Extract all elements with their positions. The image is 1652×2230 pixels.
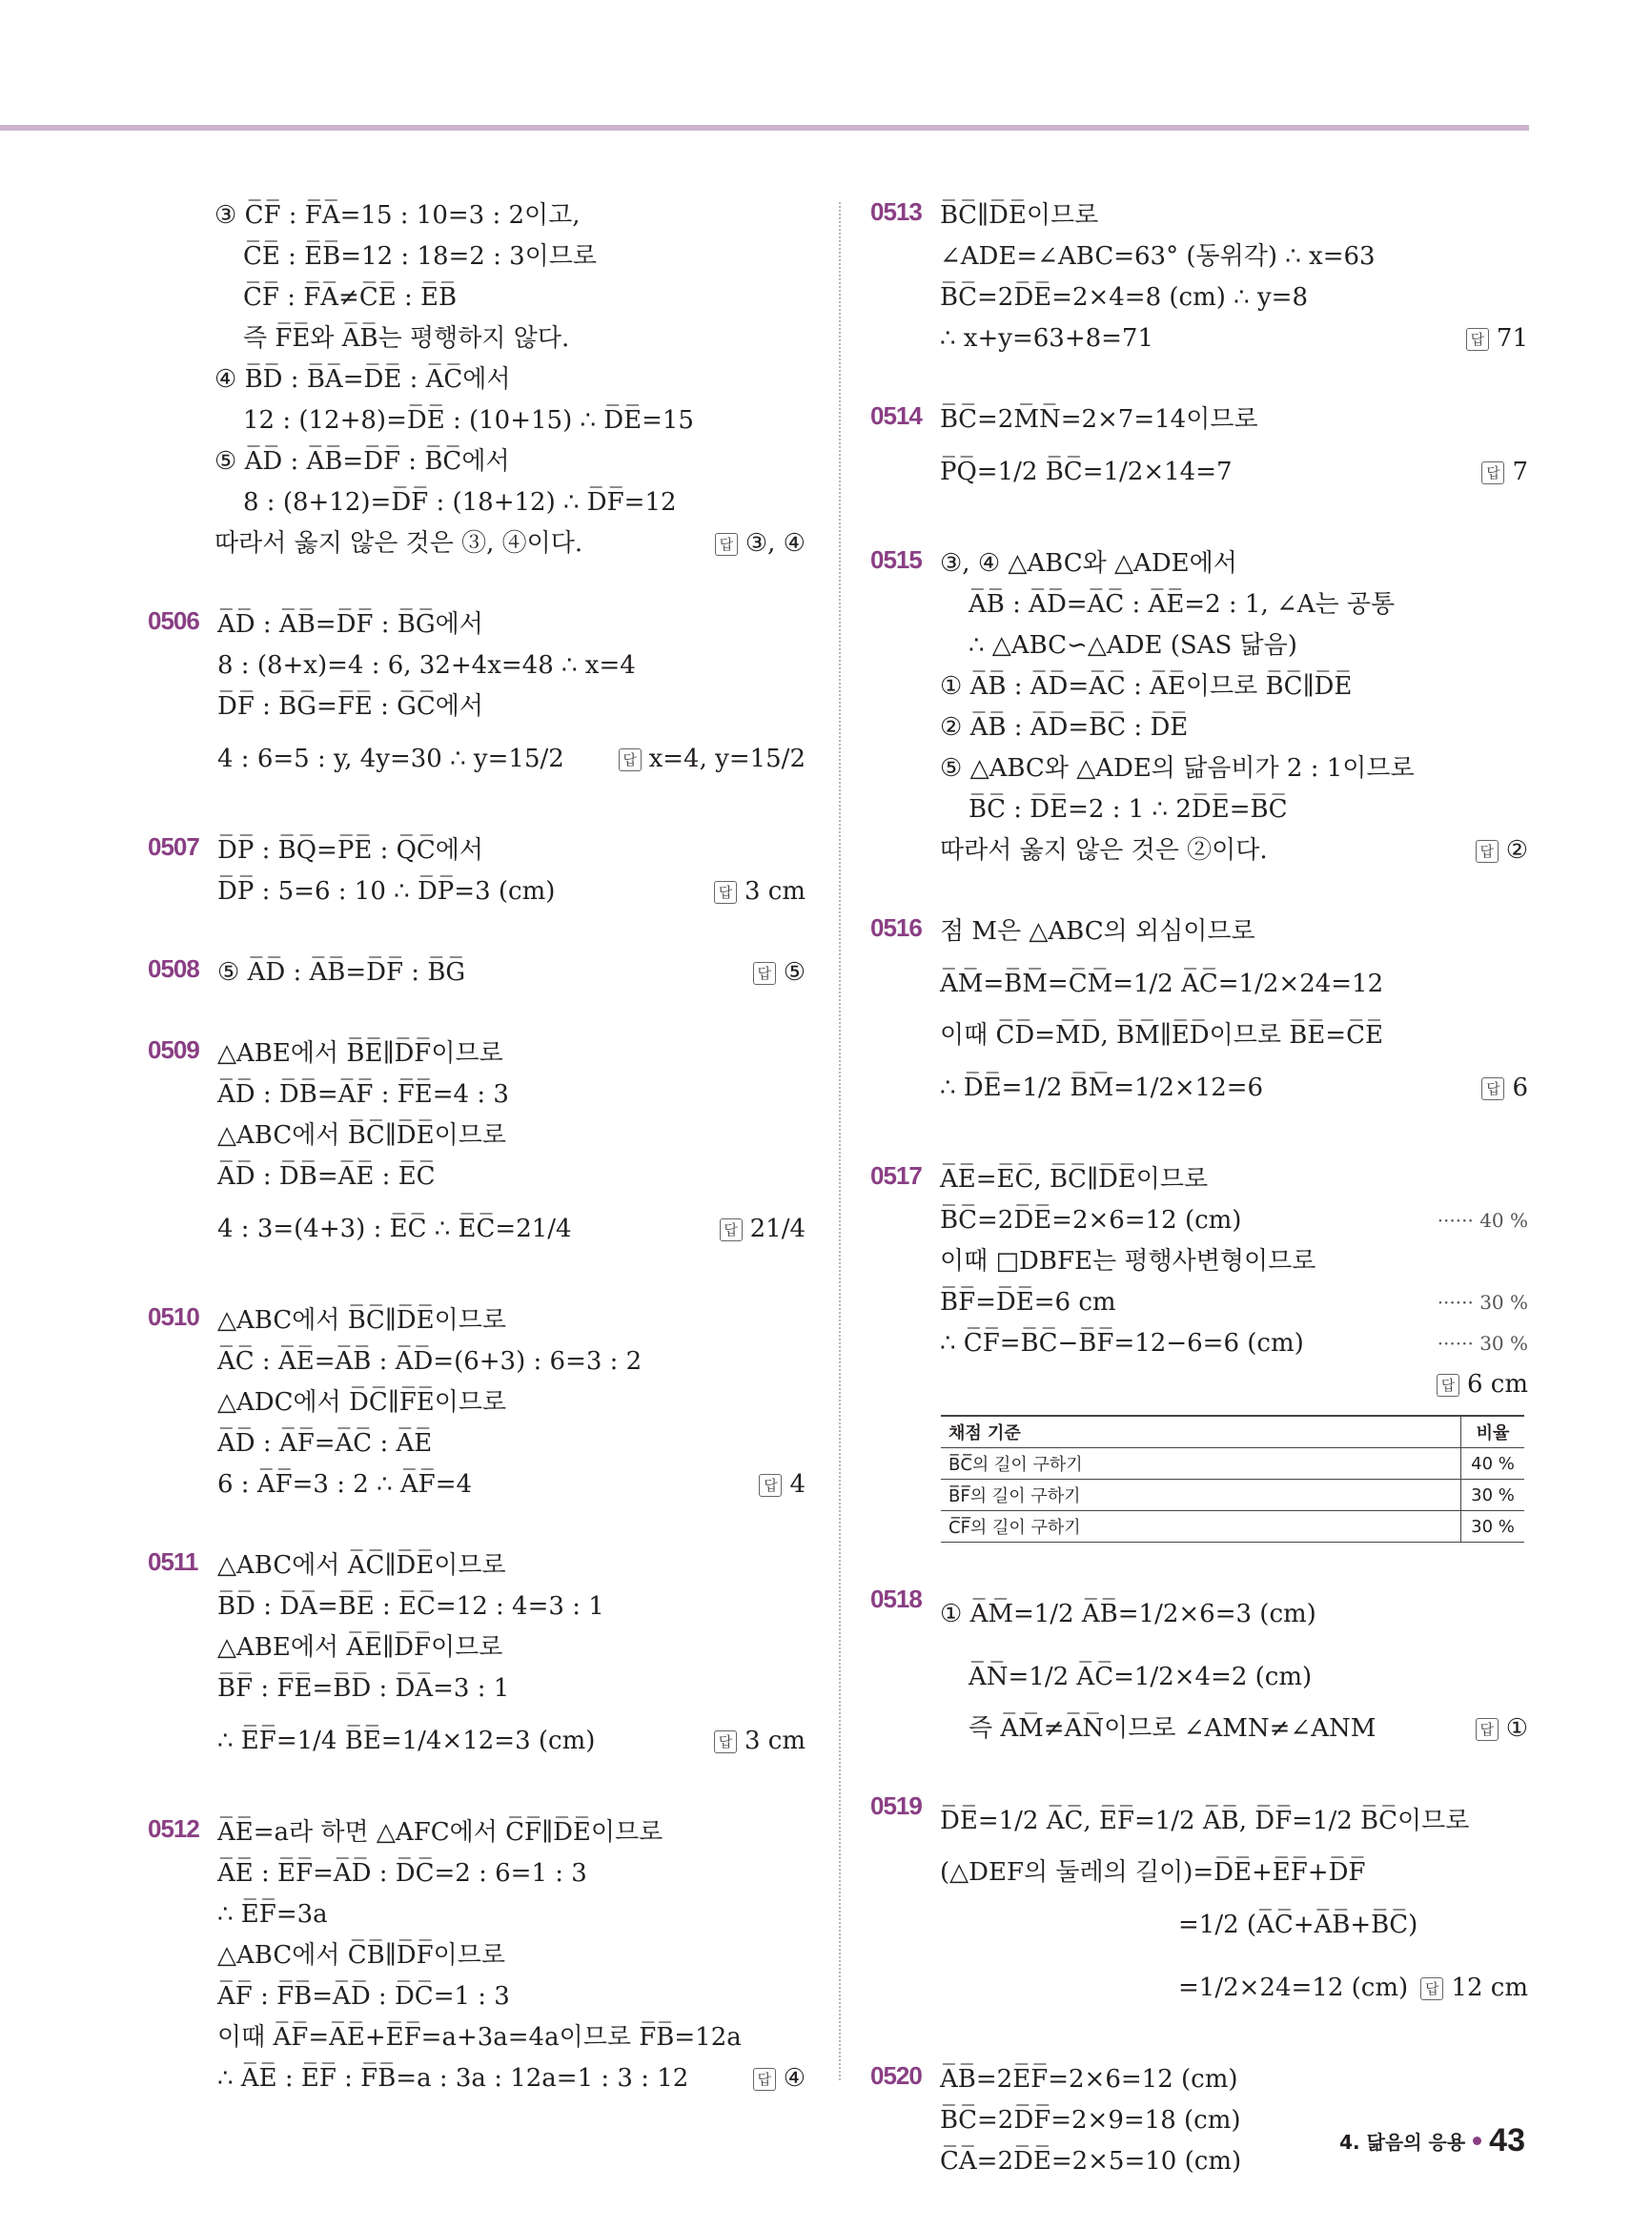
solution-line: [217, 1935, 806, 1976]
page-footer: [1335, 2122, 1525, 2159]
line-text: ∴ D̅E̅=1/2 B̅M̅=1/2×12=6: [940, 1074, 1264, 1102]
line-text: A̅D̅ : A̅B̅=D̅F̅ : B̅G̅에서: [217, 610, 483, 639]
score-ratio: ······ 30 %: [1437, 1332, 1528, 1355]
grading-table: [941, 1415, 1524, 1543]
line-text: C̅E̅ : E̅B̅=12 : 18=2 : 3이므로: [243, 242, 597, 271]
solution-line: [940, 1323, 1528, 1364]
solution-line: [217, 1545, 806, 1586]
line-text: A̅N̅=1/2 A̅C̅=1/2×4=2 (cm): [969, 1663, 1313, 1691]
line-text: B̅C̅=2D̅E̅=2×6=12 (cm): [940, 1206, 1242, 1235]
solution-line: [940, 666, 1528, 707]
solution-line: [940, 1282, 1528, 1323]
table-cell: 30 %: [1461, 1480, 1525, 1511]
problem: [870, 1159, 1528, 1543]
answer: [720, 1197, 806, 1260]
solution-line: [940, 1056, 1528, 1119]
answer: [759, 1464, 806, 1505]
line-text: ∴ x+y=63+8=71: [940, 324, 1154, 353]
line-text: A̅C̅ : A̅E̅=A̅B̅ : A̅D̅=(6+3) : 6=3 : 2: [217, 1347, 642, 1376]
score-ratio: ······ 40 %: [1437, 1209, 1528, 1232]
answer: [1476, 1708, 1528, 1749]
problem-number: 0512: [148, 1814, 199, 1843]
answer-value: 3 cm: [744, 877, 806, 906]
solution-line: [217, 1976, 806, 2017]
line-text: ∴ E̅F̅=3a: [217, 1900, 328, 1929]
problem: [148, 1812, 806, 2099]
answer: [1466, 318, 1528, 359]
solution-line: [217, 1033, 806, 1074]
line-text: △ADC에서 D̅C̅∥F̅E̅이므로: [217, 1388, 507, 1417]
solution-line: [217, 1156, 806, 1197]
line-text: A̅B̅ : A̅D̅=A̅C̅ : A̅E̅=2 : 1, ∠A는 공통: [969, 590, 1396, 619]
problem-number: 0510: [148, 1302, 199, 1331]
line-text: 따라서 옳지 않은 것은 ③, ④이다.: [214, 529, 583, 558]
solution-line: [217, 1668, 806, 1709]
line-text: ③, ④ △ABC와 △ADE에서: [940, 549, 1237, 578]
line-text: D̅P̅ : 5=6 : 10 ∴ D̅P̅=3 (cm): [217, 877, 556, 906]
left-column: [148, 195, 806, 2139]
solution-line: [217, 1709, 806, 1772]
solution-line: [217, 1812, 806, 1853]
line-text: △ABE에서 A̅E̅∥D̅F̅이므로: [217, 1633, 503, 1662]
solution-line: [940, 2059, 1528, 2100]
solution-line: [217, 1300, 806, 1341]
line-text: ⑤ △ABC와 △ADE의 닮음비가 2 : 1이므로: [940, 754, 1415, 783]
line-text: B̅C̅ : D̅E̅=2 : 1 ∴ 2D̅E̅=B̅C̅: [969, 795, 1288, 824]
problem: [148, 1545, 806, 1772]
answer-mark-icon: 답: [715, 533, 738, 556]
solution-line: [940, 625, 1528, 666]
solution-line: [940, 952, 1528, 1015]
solution-line: [148, 195, 806, 236]
line-text: 즉 F̅E̅와 A̅B̅는 평행하지 않다.: [243, 324, 570, 353]
line-text: B̅C̅∥D̅E̅이므로: [940, 201, 1099, 230]
solution-line: [148, 523, 806, 564]
solution-line: [217, 952, 806, 993]
line-text: A̅B̅=2E̅F̅=2×6=12 (cm): [940, 2065, 1238, 2094]
problem: [870, 1583, 1528, 1749]
table-cell: B̅C̅의 길이 구하기: [941, 1448, 1461, 1480]
table-cell: 30 %: [1461, 1511, 1525, 1543]
answer-mark-icon: 답: [1481, 1077, 1504, 1100]
solution-line: [217, 645, 806, 686]
line-text: 4 : 3=(4+3) : E̅C̅ ∴ E̅C̅=21/4: [217, 1215, 572, 1243]
line-text: ④ B̅D̅ : B̅A̅=D̅E̅ : A̅C̅에서: [214, 365, 511, 394]
answer: [753, 952, 806, 993]
line-text: C̅A̅=2D̅E̅=2×5=10 (cm): [940, 2147, 1242, 2176]
line-text: A̅E̅ : E̅F̅=A̅D̅ : D̅C̅=2 : 6=1 : 3: [217, 1859, 587, 1888]
line-text: 이때 C̅D̅=M̅D̅, B̅M̅∥E̅D̅이므로 B̅E̅=C̅E̅: [940, 1021, 1383, 1050]
solution-line: [940, 1241, 1528, 1282]
answer-value: ①: [1505, 1714, 1528, 1743]
answer-value: ④: [783, 2064, 806, 2093]
problem-number: 0513: [870, 197, 922, 226]
problem: [870, 911, 1528, 1119]
answer: [714, 871, 806, 912]
solution-line: [217, 871, 806, 912]
table-cell: 40 %: [1461, 1448, 1525, 1480]
problem-number: 0514: [870, 401, 922, 430]
solution-line: [940, 1646, 1528, 1708]
answer-value: ③, ④: [744, 529, 806, 558]
solution-line: [148, 400, 806, 441]
problem: [148, 952, 806, 993]
solution-line: [940, 1893, 1528, 1956]
line-text: =1/2×24=12 (cm): [1178, 1974, 1409, 2002]
answer-mark-icon: 답: [1481, 461, 1504, 484]
line-text: 따라서 옳지 않은 것은 ②이다.: [940, 836, 1268, 865]
line-text: △ABC에서 B̅C̅∥D̅E̅이므로: [217, 1121, 506, 1150]
solution-line: [217, 1627, 806, 1668]
answer-value: 21/4: [749, 1215, 806, 1243]
solution-line: [940, 584, 1528, 625]
table-header: 비율: [1461, 1416, 1525, 1448]
table-row: [941, 1480, 1524, 1511]
solution-line: [148, 318, 806, 359]
problem: [148, 604, 806, 790]
line-text: A̅D̅ : A̅F̅=A̅C̅ : A̅E̅: [217, 1429, 433, 1458]
line-text: B̅D̅ : D̅A̅=B̅E̅ : E̅C̅=12 : 4=3 : 1: [217, 1592, 604, 1621]
answer-value: ②: [1505, 836, 1528, 865]
answer-mark-icon: 답: [1437, 1374, 1459, 1397]
solution-line: [940, 789, 1528, 830]
problem-number: 0515: [870, 545, 922, 574]
answer-mark-icon: 답: [1466, 328, 1489, 351]
column-divider: [839, 202, 841, 2080]
solution-line: [940, 277, 1528, 318]
problem-number: 0519: [870, 1791, 922, 1820]
answer-mark-icon: 답: [714, 881, 737, 904]
problem-number: 0508: [148, 954, 199, 983]
answer-mark-icon: 답: [753, 962, 776, 985]
line-text: △ABC에서 A̅C̅∥D̅E̅이므로: [217, 1551, 506, 1580]
answer: [715, 523, 806, 564]
answer: [1481, 1056, 1528, 1119]
problem: [870, 195, 1528, 359]
line-text: =1/2 (A̅C̅+A̅B̅+B̅C̅): [1178, 1911, 1418, 1939]
solution-line: [940, 1200, 1528, 1241]
solution-line: [940, 830, 1528, 871]
answer: [714, 1709, 806, 1772]
line-text: B̅F̅ : F̅E̅=B̅D̅ : D̅A̅=3 : 1: [217, 1674, 510, 1703]
solution-line: [217, 604, 806, 645]
line-text: ∴ E̅F̅=1/4 B̅E̅=1/4×12=3 (cm): [217, 1727, 596, 1755]
line-text: P̅Q̅=1/2 B̅C̅=1/2×14=7: [940, 458, 1233, 486]
line-text: B̅F̅=D̅E̅=6 cm: [940, 1288, 1116, 1317]
solution-line: [217, 830, 806, 871]
line-text: D̅E̅=1/2 A̅C̅, E̅F̅=1/2 A̅B̅, D̅F̅=1/2 B̅C̅이므로: [940, 1807, 1470, 1835]
score-ratio: ······ 30 %: [1437, 1291, 1528, 1314]
answer: [1481, 440, 1528, 503]
line-text: B̅C̅=2D̅E̅=2×4=8 (cm) ∴ y=8: [940, 283, 1308, 312]
line-text: A̅M̅=B̅M̅=C̅M̅=1/2 A̅C̅=1/2×24=12: [940, 970, 1384, 998]
line-text: ③ C̅F̅ : F̅A̅=15 : 10=3 : 2이고,: [214, 201, 581, 230]
answer: [1437, 1364, 1528, 1405]
answer-mark-icon: 답: [720, 1218, 743, 1241]
line-text: 이때 A̅F̅=A̅E̅+E̅F̅=a+3a=4a이므로 F̅B̅=12a: [217, 2023, 742, 2052]
line-text: (△DEF의 둘레의 길이)=D̅E̅+E̅F̅+D̅F̅: [940, 1858, 1366, 1887]
bullet-dot-icon: [1473, 2137, 1481, 2145]
line-text: 8 : (8+12)=D̅F̅ : (18+12) ∴ D̅F̅=12: [243, 488, 677, 517]
problem: [148, 830, 806, 912]
answer: [1476, 830, 1528, 871]
line-text: ① A̅B̅ : A̅D̅=A̅C̅ : A̅E̅이므로 B̅C̅∥D̅E̅: [940, 672, 1353, 701]
line-text: △ABE에서 B̅E̅∥D̅F̅이므로: [217, 1039, 503, 1068]
line-text: 4 : 6=5 : y, 4y=30 ∴ y=15/2: [217, 745, 564, 773]
right-column: [870, 195, 1528, 2222]
answer: [1420, 1956, 1528, 2019]
answer-value: 4: [789, 1470, 806, 1499]
answer-value: 6: [1512, 1074, 1528, 1102]
solution-line: [217, 1074, 806, 1115]
solution-line: [940, 399, 1528, 440]
problem: [148, 195, 806, 564]
solution-line: [148, 277, 806, 318]
problem-number: 0516: [870, 913, 922, 942]
solution-line: [940, 236, 1528, 277]
table-row: [941, 1448, 1524, 1480]
page-number: 43: [1489, 2122, 1525, 2158]
line-text: ∴ C̅F̅=B̅C̅−B̅F̅=12−6=6 (cm): [940, 1329, 1304, 1358]
line-text: B̅C̅=2M̅N̅=2×7=14이므로: [940, 405, 1258, 434]
answer-mark-icon: 답: [1476, 1718, 1499, 1741]
solution-line: [940, 1015, 1528, 1056]
line-text: ∴ A̅E̅ : E̅F̅ : F̅B̅=a : 3a : 12a=1 : 3 : 12: [217, 2064, 689, 2093]
solution-line: [148, 236, 806, 277]
solution-line: [217, 1115, 806, 1156]
line-text: △ABC에서 B̅C̅∥D̅E̅이므로: [217, 1306, 506, 1335]
problem: [148, 1300, 806, 1505]
line-text: △ABC에서 C̅B̅∥D̅F̅이므로: [217, 1941, 505, 1970]
line-text: A̅D̅ : D̅B̅=A̅E̅ : E̅C̅: [217, 1162, 436, 1191]
line-text: 12 : (12+8)=D̅E̅ : (10+15) ∴ D̅E̅=15: [243, 406, 694, 435]
line-text: D̅F̅ : B̅G̅=F̅E̅ : G̅C̅에서: [217, 692, 484, 721]
solution-line: [217, 1853, 806, 1894]
problem-number: 0511: [148, 1547, 198, 1576]
answer-mark-icon: 답: [619, 748, 642, 771]
answer-value: x=4, y=15/2: [648, 745, 806, 773]
line-text: 이때 □DBFE는 평행사변형이므로: [940, 1247, 1316, 1276]
table-row: [941, 1511, 1524, 1543]
line-text: 8 : (8+x)=4 : 6, 32+4x=48 ∴ x=4: [217, 651, 636, 680]
problem: [870, 1790, 1528, 2019]
solution-line: [940, 1364, 1528, 1405]
solution-line: [940, 748, 1528, 789]
solution-line: [940, 440, 1528, 503]
line-text: B̅C̅=2D̅F̅=2×9=18 (cm): [940, 2106, 1241, 2135]
line-text: ② A̅B̅ : A̅D̅=B̅C̅ : D̅E̅: [940, 713, 1189, 742]
answer-mark-icon: 답: [1476, 840, 1499, 863]
solution-line: [940, 318, 1528, 359]
problem-number: 0507: [148, 832, 199, 861]
solution-line: [217, 1586, 806, 1627]
solution-line: [217, 1197, 806, 1260]
line-text: ⑤ A̅D̅ : A̅B̅=D̅F̅ : B̅C̅에서: [214, 447, 510, 476]
header-rule: [0, 125, 1529, 131]
chapter-title: 4. 닮음의 응용: [1339, 2131, 1466, 2154]
line-text: A̅F̅ : F̅B̅=A̅D̅ : D̅C̅=1 : 3: [217, 1982, 510, 2011]
answer-value: ⑤: [783, 958, 806, 987]
table-cell: C̅F̅의 길이 구하기: [941, 1511, 1461, 1543]
answer-mark-icon: 답: [1420, 1977, 1443, 2000]
line-text: A̅E̅=a라 하면 △AFC에서 C̅F̅∥D̅E̅이므로: [217, 1818, 663, 1847]
solution-line: [217, 2058, 806, 2099]
problem: [870, 2059, 1528, 2182]
answer-value: 6 cm: [1466, 1370, 1528, 1399]
table-cell: B̅F̅의 길이 구하기: [941, 1480, 1461, 1511]
problem-number: 0520: [870, 2061, 922, 2090]
answer-mark-icon: 답: [759, 1474, 782, 1497]
answer-value: 7: [1512, 458, 1528, 486]
solution-line: [940, 1852, 1528, 1893]
line-text: A̅E̅=E̅C̅, B̅C̅∥D̅E̅이므로: [940, 1165, 1209, 1194]
line-text: 점 M은 △ABC의 외심이므로: [940, 917, 1255, 946]
solution-line: [148, 359, 806, 400]
solution-line: [940, 1159, 1528, 1200]
solution-line: [940, 911, 1528, 952]
line-text: A̅D̅ : D̅B̅=A̅F̅ : F̅E̅=4 : 3: [217, 1080, 509, 1109]
line-text: ⑤ A̅D̅ : A̅B̅=D̅F̅ : B̅G̅: [217, 958, 466, 987]
problem-number: 0509: [148, 1035, 199, 1064]
solution-line: [940, 1708, 1528, 1749]
answer-value: 3 cm: [744, 1727, 806, 1755]
problem-number: 0518: [870, 1585, 922, 1613]
answer-value: 71: [1496, 324, 1528, 353]
line-text: C̅F̅ : F̅A̅≠C̅E̅ : E̅B̅: [243, 283, 458, 312]
problem-number: 0517: [870, 1161, 922, 1190]
solution-line: [217, 1423, 806, 1464]
problem-number: 0506: [148, 606, 199, 635]
problem: [148, 1033, 806, 1260]
answer-mark-icon: 답: [714, 1730, 737, 1753]
table-header: 채점 기준: [941, 1416, 1461, 1448]
solution-line: [217, 727, 806, 790]
solution-line: [217, 1894, 806, 1935]
solution-line: [940, 1790, 1528, 1852]
solution-line: [940, 543, 1528, 584]
line-text: ∴ △ABC∽△ADE (SAS 닮음): [969, 631, 1297, 660]
line-text: ① A̅M̅=1/2 A̅B̅=1/2×6=3 (cm): [940, 1600, 1316, 1628]
solution-line: [217, 1341, 806, 1382]
line-text: 즉 A̅M̅≠A̅N̅이므로 ∠AMN≠∠ANM: [969, 1714, 1377, 1743]
solution-line: [217, 1382, 806, 1423]
solution-line: [148, 441, 806, 482]
line-text: ∠ADE=∠ABC=63° (동위각) ∴ x=63: [940, 242, 1376, 271]
solution-line: [940, 1956, 1528, 2019]
solution-line: [940, 1583, 1528, 1646]
solution-line: [940, 195, 1528, 236]
problem: [870, 543, 1528, 871]
solution-line: [148, 482, 806, 523]
answer: [619, 727, 806, 790]
problem: [870, 399, 1528, 503]
answer-value: 12 cm: [1451, 1974, 1528, 2002]
answer-mark-icon: 답: [753, 2068, 776, 2091]
answer: [753, 2058, 806, 2099]
solution-line: [217, 2017, 806, 2058]
line-text: D̅P̅ : B̅Q̅=P̅E̅ : Q̅C̅에서: [217, 836, 484, 865]
solution-line: [217, 686, 806, 727]
line-text: 6 : A̅F̅=3 : 2 ∴ A̅F̅=4: [217, 1470, 473, 1499]
solution-line: [217, 1464, 806, 1505]
solution-line: [940, 707, 1528, 748]
